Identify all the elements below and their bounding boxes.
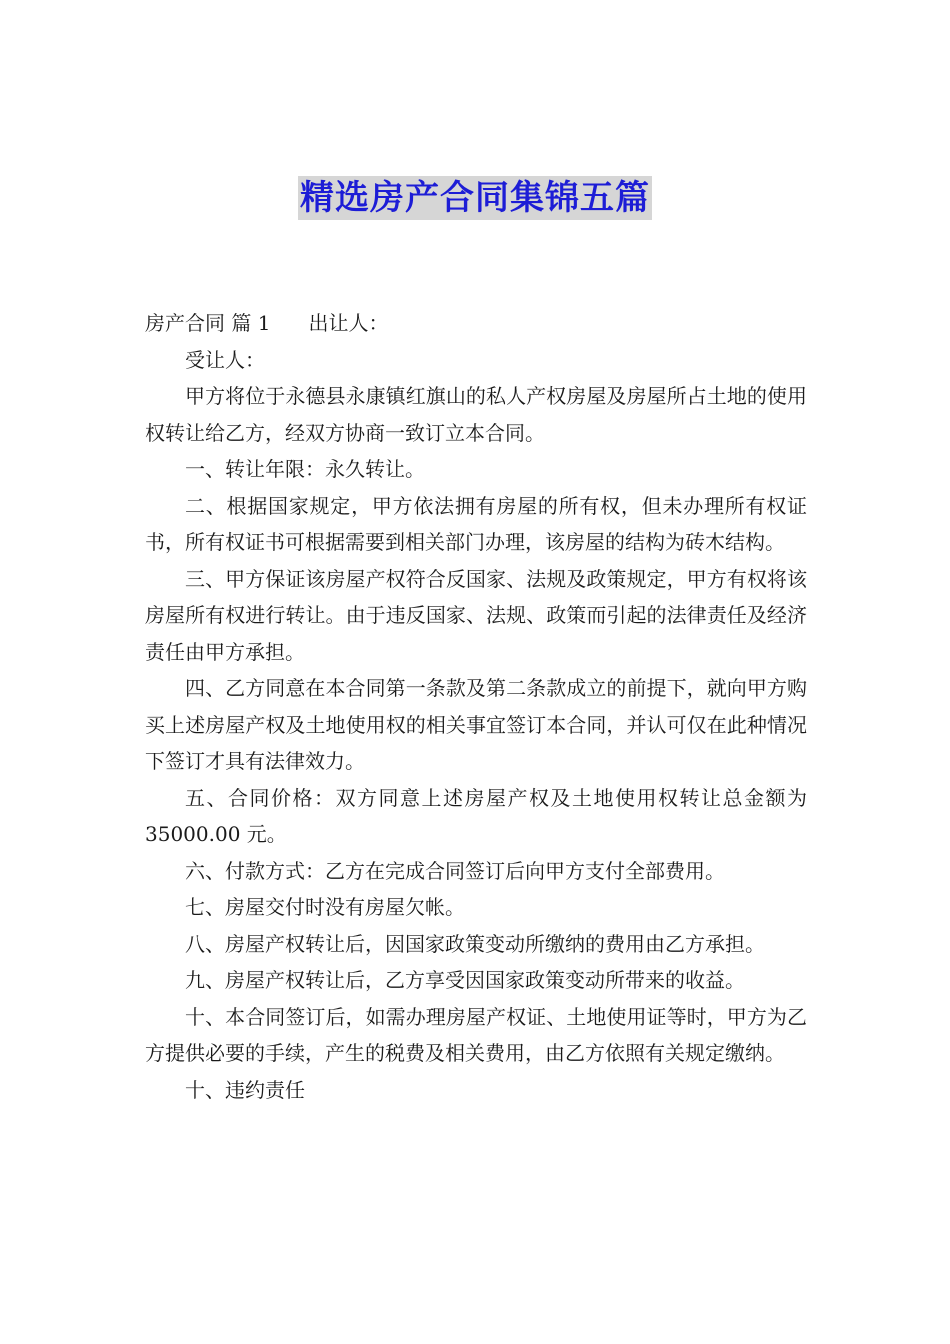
paragraph-clause-4: 四、乙方同意在本合同第一条款及第二条款成立的前提下，就向甲方购买上述房屋产权及土地使用权的相关事宜签订本合同，并认可仅在此种情况下签订才具有法律效力。 — [145, 676, 807, 773]
paragraph-clause-9: 九、房屋产权转让后，乙方享受因国家政策变动所带来的收益。 — [185, 968, 745, 992]
paragraph-clause-6: 六、付款方式：乙方在完成合同签订后向甲方支付全部费用。 — [185, 858, 725, 883]
section-heading: 房产合同 篇 1 — [145, 311, 271, 335]
paragraph-intro: 甲方将位于永德县永康镇红旗山的私人产权房屋及房屋所占土地的使用权转让给乙方，经双方协商一致订立本合同。 — [145, 384, 807, 445]
paragraph-clause-3: 三、甲方保证该房屋产权符合反国家、法规及政策规定，甲方有权将该房屋所有权进行转让。由于违反国家、法规、政策而引起的法律责任及经济责任由甲方承担。 — [145, 566, 807, 664]
paragraph-assignee: 受让人： — [185, 347, 265, 372]
title-container — [0, 176, 950, 220]
paragraph-clause-10: 十、本合同签订后，如需办理房屋产权证、土地使用证等时，甲方为乙方提供必要的手续，产生的税费及相关费用，由乙方依照有关规定缴纳。 — [145, 1004, 807, 1065]
paragraph-clause-5: 五、合同价格：双方同意上述房屋产权及土地使用权转让总金额为 35000.00 元。 — [145, 785, 807, 846]
paragraph-clause-2: 二、根据国家规定，甲方依法拥有房屋的所有权，但未办理所有权证书，所有权证书可根据需要到相关部门办理，该房屋的结构为砖木结构。 — [145, 493, 807, 554]
paragraph-clause-1: 一、转让年限：永久转让。 — [185, 457, 425, 481]
assignor-label: 出让人： — [308, 311, 389, 335]
paragraph-clause-8: 八、房屋产权转让后，因国家政策变动所缴纳的费用由乙方承担。 — [185, 931, 765, 956]
paragraph-clause-10-liability: 十、违约责任 — [185, 1077, 305, 1102]
heading-line — [145, 305, 807, 342]
document-body — [145, 305, 807, 1108]
paragraph-clause-7: 七、房屋交付时没有房屋欠帐。 — [185, 895, 465, 919]
document-title: 精选房产合同集锦五篇 — [300, 178, 650, 218]
